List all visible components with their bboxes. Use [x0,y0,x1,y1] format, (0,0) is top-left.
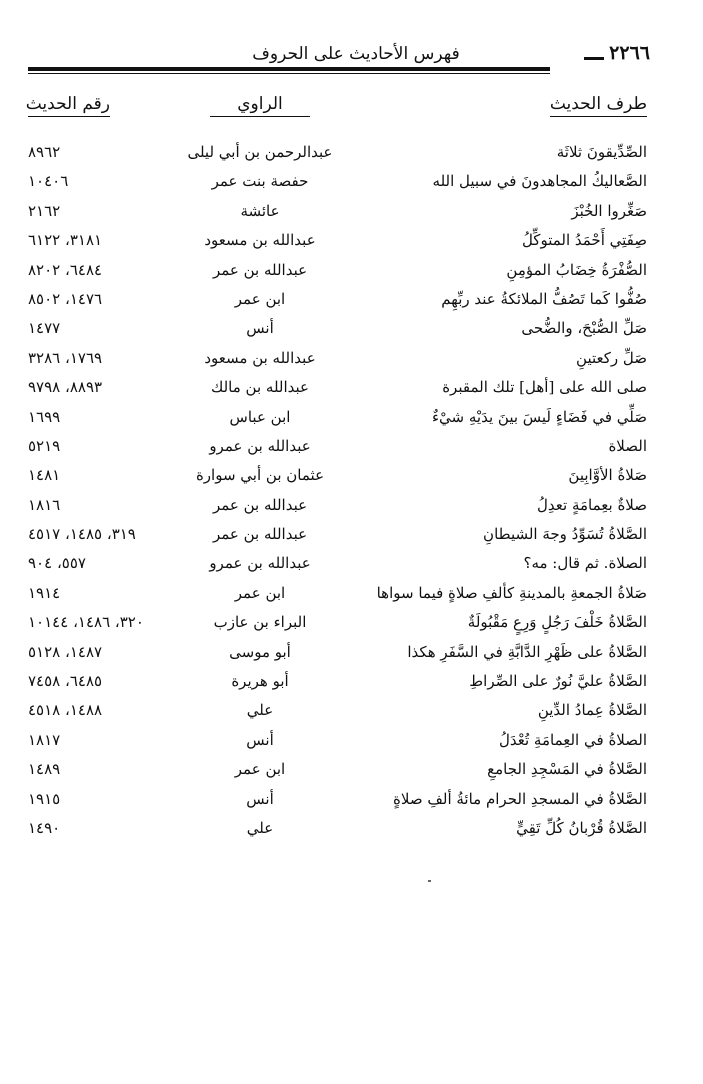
hadith-cell: صُفُّوا كَما تَصُفُّ الملائكةُ عند ربِّهِم [441,289,647,308]
table-row [0,579,703,608]
page-number: ٢٢٦٦ [609,42,650,64]
narrator-cell: علي [246,818,274,837]
page-header [28,42,650,76]
narrator-cell: عبدالله بن عمر [212,260,308,279]
number-cell: ٢١٦٢ [28,201,61,220]
table-row [0,403,703,432]
narrator-cell: عبدالله بن مالك [210,378,310,397]
hadith-cell: صلى الله على [أهل] تلك المقبرة [442,378,647,397]
number-cell: ١٨١٧ [28,730,61,749]
table-row [0,285,703,314]
hadith-cell: صلاةٌ بعِمامَةٍ تعدِلُ [537,495,647,514]
hadith-cell: صَلِّي في فَضَاءٍ لَيسَ بينَ يدَيْهِ شيْءٌ [431,407,647,426]
narrator-cell: أبو هريرة [231,672,289,691]
table-row [0,520,703,549]
number-cell: ١٦٩٩ [28,407,61,426]
hadith-cell: الصَّلاةُ عِمادُ الدِّينِ [537,701,647,720]
table-row [0,726,703,755]
number-cell: ٦٤٨٥، ٧٤٥٨ [28,672,103,691]
number-cell: ١٤٨٩ [28,760,61,779]
running-title: فهرس الأحاديث على الحروف [252,44,460,64]
hadith-cell: الصلاة. ثم قال: مه؟ [523,554,647,573]
table-row [0,814,703,843]
narrator-cell: البراء بن عازب [213,613,307,632]
number-cell: ١٤٩٠ [28,818,61,837]
hadith-cell: الصَّعاليكُ المجاهدونَ في سبيل الله [432,172,647,191]
table-row [0,667,703,696]
ink-mark [428,880,431,882]
hadith-cell: الصِّدِّيقونَ ثلاثَة [556,143,647,161]
hadith-cell: الصَّلاةُ في المَسْجِدِ الجامعِ [487,760,647,779]
header-rule-thin [28,73,550,74]
table-row [0,167,703,196]
number-cell: ١٠٤٠٦ [28,172,69,191]
hadith-cell: الصَّلاةُ خَلْفَ رَجُلٍ وَرِعٍ مَقْبُولَةٌ [467,613,647,632]
number-cell: ١٨١٦ [28,495,61,514]
narrator-cell: عبدالله بن عمر [212,495,308,514]
number-cell: ٨٩٦٢ [28,143,61,161]
header-rule [28,67,550,71]
number-cell: ١٤٨٧، ٥١٢٨ [28,642,103,661]
narrator-cell: علي [246,701,274,720]
hadith-cell: الصُّفْرَةُ خِضَابُ المؤمِنِ [506,260,647,279]
narrator-cell: عبدالله بن عمرو [209,436,311,455]
narrator-cell: أنس [246,319,274,338]
narrator-cell: أنس [246,789,274,808]
table-row [0,314,703,343]
narrator-cell: أبو موسى [229,642,291,661]
hadith-cell: الصَّلاةُ في المسجدِ الحرام مائةُ ألفِ صلاةٍ [393,789,647,808]
table-row [0,491,703,520]
hadith-cell: الصلاة [608,436,647,455]
number-cell: ٥٢١٩ [28,436,61,455]
narrator-cell: عثمان بن أبي سوارة [195,466,325,485]
number-cell: ٣١٨١، ٦١٢٢ [28,231,103,250]
table-row [0,344,703,373]
narrator-cell: أنس [246,730,274,749]
narrator-cell: عائشة [240,201,280,220]
hadith-cell: الصَّلاةُ عليَّ نُورٌ على الصِّراطِ [469,672,647,691]
number-cell: ١٤٨١ [28,466,61,485]
narrator-cell: ابن عمر [234,289,286,308]
hadith-cell: صَلِّ ركعتينِ [576,348,647,367]
narrator-cell: عبدالله بن عمر [212,525,308,544]
narrator-cell: ابن عباس [229,407,291,426]
number-cell: ٥٥٧، ٩٠٤ [28,554,86,573]
table-row [0,785,703,814]
narrator-cell: حفصة بنت عمر [211,172,309,191]
table-row [0,696,703,725]
table-row [0,461,703,490]
hadith-cell: صِفَتِي أَحْمَدُ المتوكِّلُ [521,231,647,250]
narrator-cell: عبدالله بن عمرو [209,554,311,573]
table-row [0,549,703,578]
hadith-cell: الصَّلاةُ تُسَوِّدُ وجهَ الشيطانِ [483,525,647,544]
number-cell: ١٤٧٦، ٨٥٠٢ [28,289,103,308]
column-header-number: رقم الحديث [28,94,110,117]
narrator-cell: ابن عمر [234,583,286,602]
number-cell: ١٩١٥ [28,789,61,808]
hadith-cell: الصَّلاةُ قُرْبانُ كُلِّ تَقِيٍّ [516,818,647,837]
header-dash [584,57,604,60]
narrator-cell: ابن عمر [234,760,286,779]
table-row [0,197,703,226]
narrator-cell: عبدالرحمن بن أبي ليلى [187,143,333,161]
hadith-cell: صَلِّ الصُّبْحَ، والضُّحى [521,319,647,338]
hadith-cell: الصلاةُ في العِمامَةِ تُعْدَلُ [498,730,647,749]
narrator-cell: عبدالله بن مسعود [204,231,316,250]
table-row [0,226,703,255]
hadith-cell: الصَّلاةُ على ظَهْرِ الدَّابَّةِ في السَّفَرِ هكذا [407,642,647,661]
number-cell: ١٤٧٧ [28,319,61,338]
hadith-cell: صَغِّروا الخُبْزَ [571,201,647,220]
table-row [0,432,703,461]
narrator-cell: عبدالله بن مسعود [204,348,316,367]
table-row [0,256,703,285]
table-row [0,638,703,667]
number-cell: ١٩١٤ [28,583,61,602]
table-row [0,608,703,637]
number-cell: ٣١٩، ١٤٨٥، ٤٥١٧ [28,525,136,544]
number-cell: ١٧٦٩، ٣٢٨٦ [28,348,103,367]
hadith-cell: صَلاةُ الأوَّابِينَ [568,466,647,485]
column-header-hadith: طرف الحديث [550,94,647,117]
table-row [0,138,703,167]
hadith-cell: صَلاةُ الجمعةِ بالمدينةِ كألفِ صلاةٍ فيما سواها [376,583,647,602]
number-cell: ١٤٨٨، ٤٥١٨ [28,701,103,720]
column-header-narrator: الراوي [210,94,310,117]
table-row [0,755,703,784]
index-table [0,138,703,843]
number-cell: ٦٤٨٤، ٨٢٠٢ [28,260,103,279]
table-row [0,373,703,402]
number-cell: ٨٨٩٣، ٩٧٩٨ [28,378,103,397]
number-cell: ٣٢٠، ١٤٨٦، ١٠١٤٤ [28,613,144,632]
